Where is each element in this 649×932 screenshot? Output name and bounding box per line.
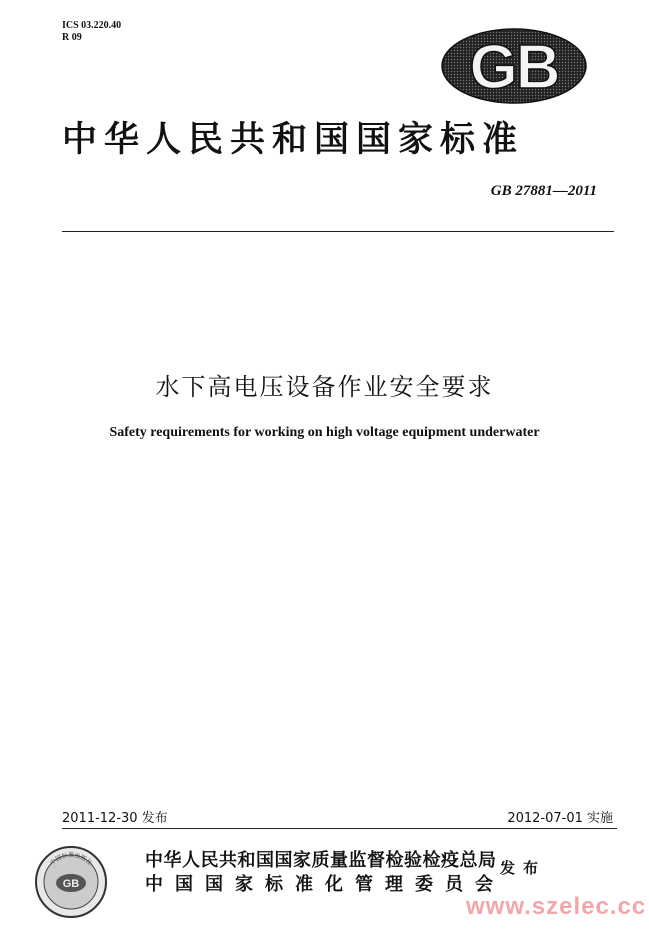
bottom-divider [62, 828, 617, 829]
implementation-date: 2012-07-01 实施 [507, 811, 613, 826]
watermark: www.szelec.cc [466, 893, 647, 920]
seal-text: 中国标准出版社 [48, 852, 94, 867]
title-chinese: 水下高电压设备作业安全要求 [155, 373, 494, 401]
ics-code: ICS 03.220.40 [62, 20, 122, 31]
gb-logo [441, 28, 587, 104]
main-title: 中华人民共和国国家标准 [62, 119, 525, 160]
issue-label: 发布 [500, 859, 547, 877]
ics-block [62, 20, 121, 44]
issue-date: 2011-12-30 发布 [62, 811, 168, 826]
svg-text:GB: GB [62, 878, 80, 890]
title-english: Safety requirements for working on high voltage equipment underwater [109, 425, 540, 440]
standard-number: GB 27881—2011 [490, 183, 597, 199]
gb-logo-letters: GB [469, 33, 559, 102]
ccs-code: R 09 [62, 32, 82, 43]
top-divider [62, 231, 614, 232]
issuer-line-2: 中国国家标准化管理委员会 [145, 874, 505, 895]
publisher-seal-icon [34, 845, 108, 919]
issuer-line-1: 中华人民共和国国家质量监督检验检疫总局 [145, 850, 497, 871]
